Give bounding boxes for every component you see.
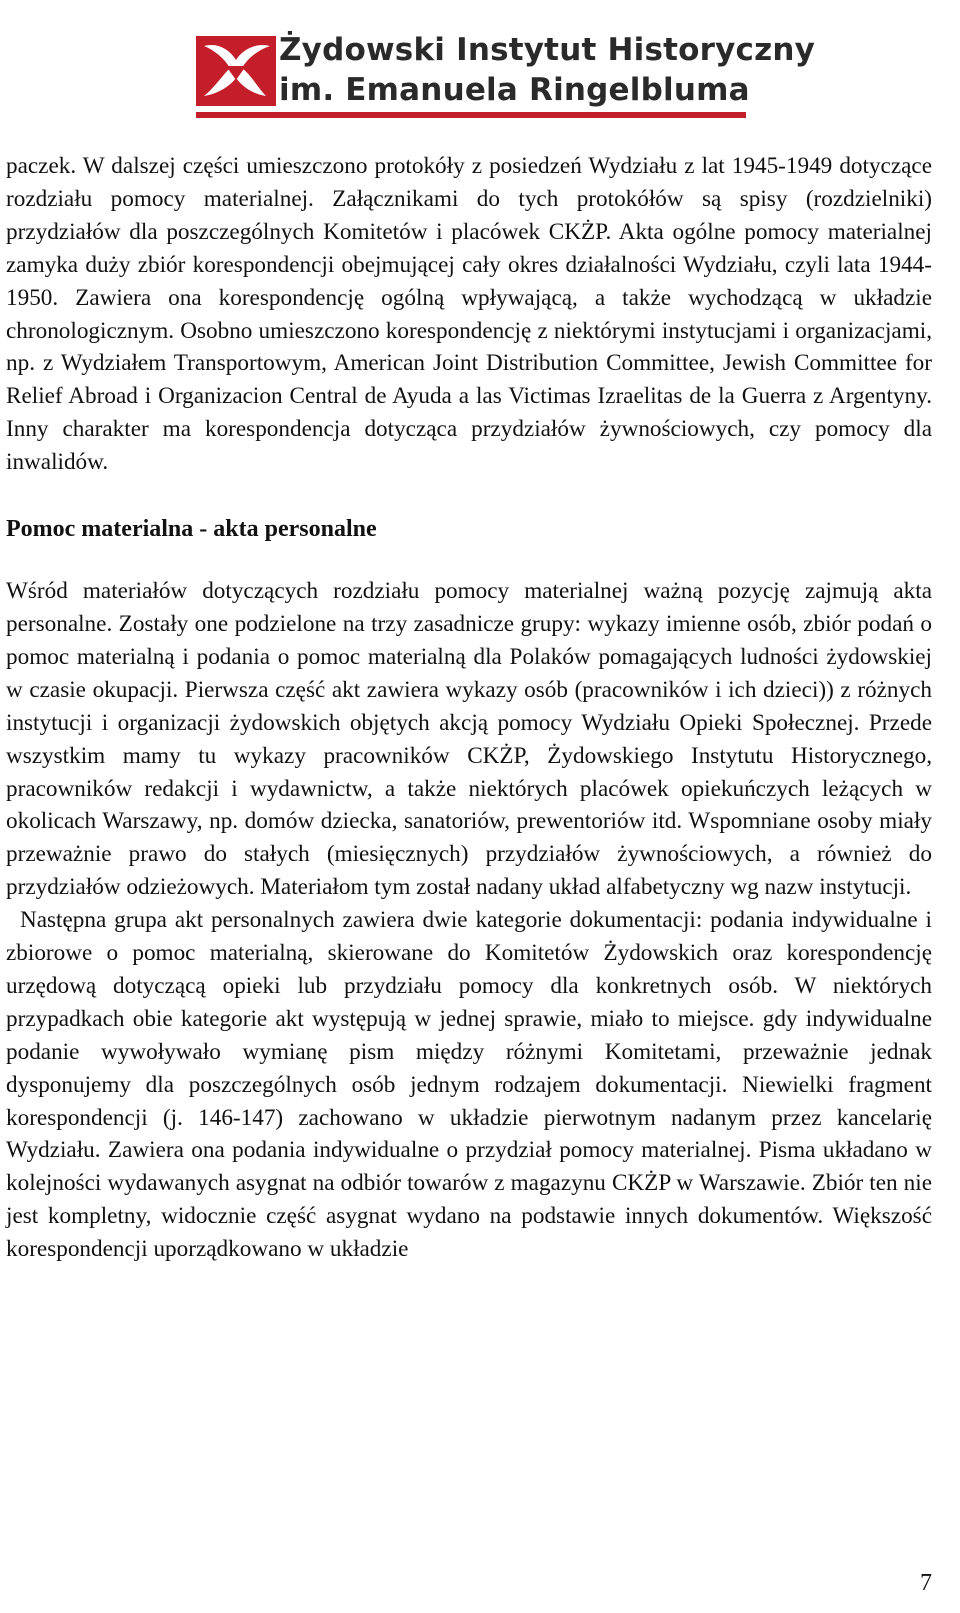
document-body <box>6 150 932 1266</box>
body-paragraph-3: Następna grupa akt personalnych zawiera dwie kategorie dokumentacji: podania indywidualne i zbiorowe o pomoc materialną, skierowane do Komitetów Żydowskich oraz korespondencję urzędową dotyczącą opieki lub przydziału pomocy dla konkretnych osób. W niektórych przypadkach obie kategorie akt występują w jednej sprawie, miało to miejsce. gdy indywidualne podanie wywoływało wymianę pism między różnymi Komitetami, przeważnie jednak dysponujemy dla poszczególnych osób jednym rodzajem dokumentacji. Niewielki fragment korespondencji (j. 146-147) zachowano w układzie pierwotnym nadanym przez kancelarię Wydziału. Zawiera ona podania indywidualne o przydział pomocy materialnej. Pisma układano w kolejności wydawanych asygnat na odbiór towarów z magazynu CKŻP w Warszawie. Zbiór ten nie jest kompletny, widocznie część asygnat wydano na podstawie innych dokumentów. Większość korespondencji uporządkowano w układzie <box>6 907 932 1263</box>
institute-header <box>196 28 816 118</box>
institute-logo-icon <box>196 36 276 106</box>
institute-name-line-2: im. Emanuela Ringelbluma <box>279 72 750 108</box>
body-paragraph-1: paczek. W dalszej części umieszczono protokóły z posiedzeń Wydziału z lat 1945-1949 dotyczące rozdziału pomocy materialnej. Załącznikami do tych protokółów są spisy (rozdzielniki) przydziałów dla poszczególnych Komitetów i placówek CKŻP. Akta ogólne pomocy materialnej zamyka duży zbiór korespondencji obejmującej cały okres działalności Wydziału, czyli lata 1944-1950. Zawiera ona korespondencję ogólną wpływającą, a także wychodzącą w układzie chronologicznym. Osobno umieszczono korespondencję z niektórymi instytucjami i organizacjami, np. z Wydziałem Transportowym, American Joint Distribution Committee, Jewish Committee for Relief Abroad i Organizacion Central de Ayuda a las Victimas Izraelitas de la Guerra z Argentyny. Inny charakter ma korespondencja dotycząca przydziałów żywnościowych, czy pomocy dla inwalidów. <box>6 153 932 476</box>
section-heading: Pomoc materialna - akta personalne <box>6 516 377 543</box>
body-paragraph-2: Wśród materiałów dotyczących rozdziału pomocy materialnej ważną pozycję zajmują akta personalne. Zostały one podzielone na trzy zasadnicze grupy: wykazy imienne osób, zbiór podań o pomoc materialną i podania o pomoc materialną dla Polaków pomagających ludności żydowskiej w czasie okupacji. Pierwsza część akt zawiera wykazy osób (pracowników i ich dzieci)) z różnych instytucji i organizacji żydowskich objętych akcją pomocy Wydziału Opieki Społecznej. Przede wszystkim mamy tu wykazy pracowników CKŻP, Żydowskiego Instytutu Historycznego, pracowników redakcji i wydawnictw, a także niektórych placówek opiekuńczych leżących w okolicach Warszawy, np. domów dziecka, sanatoriów, prewentoriów itd. Wspomniane osoby miały przeważnie prawo do stałych (miesięcznych) przydziałów żywnościowych, a również do przydziałów odzieżowych. Materiałom tym został nadany układ alfabetyczny wg nazw instytucji. <box>6 578 932 901</box>
header-divider <box>196 112 746 118</box>
institute-name-line-1: Żydowski Instytut Historyczny <box>279 32 816 68</box>
page-number: 7 <box>920 1570 932 1596</box>
